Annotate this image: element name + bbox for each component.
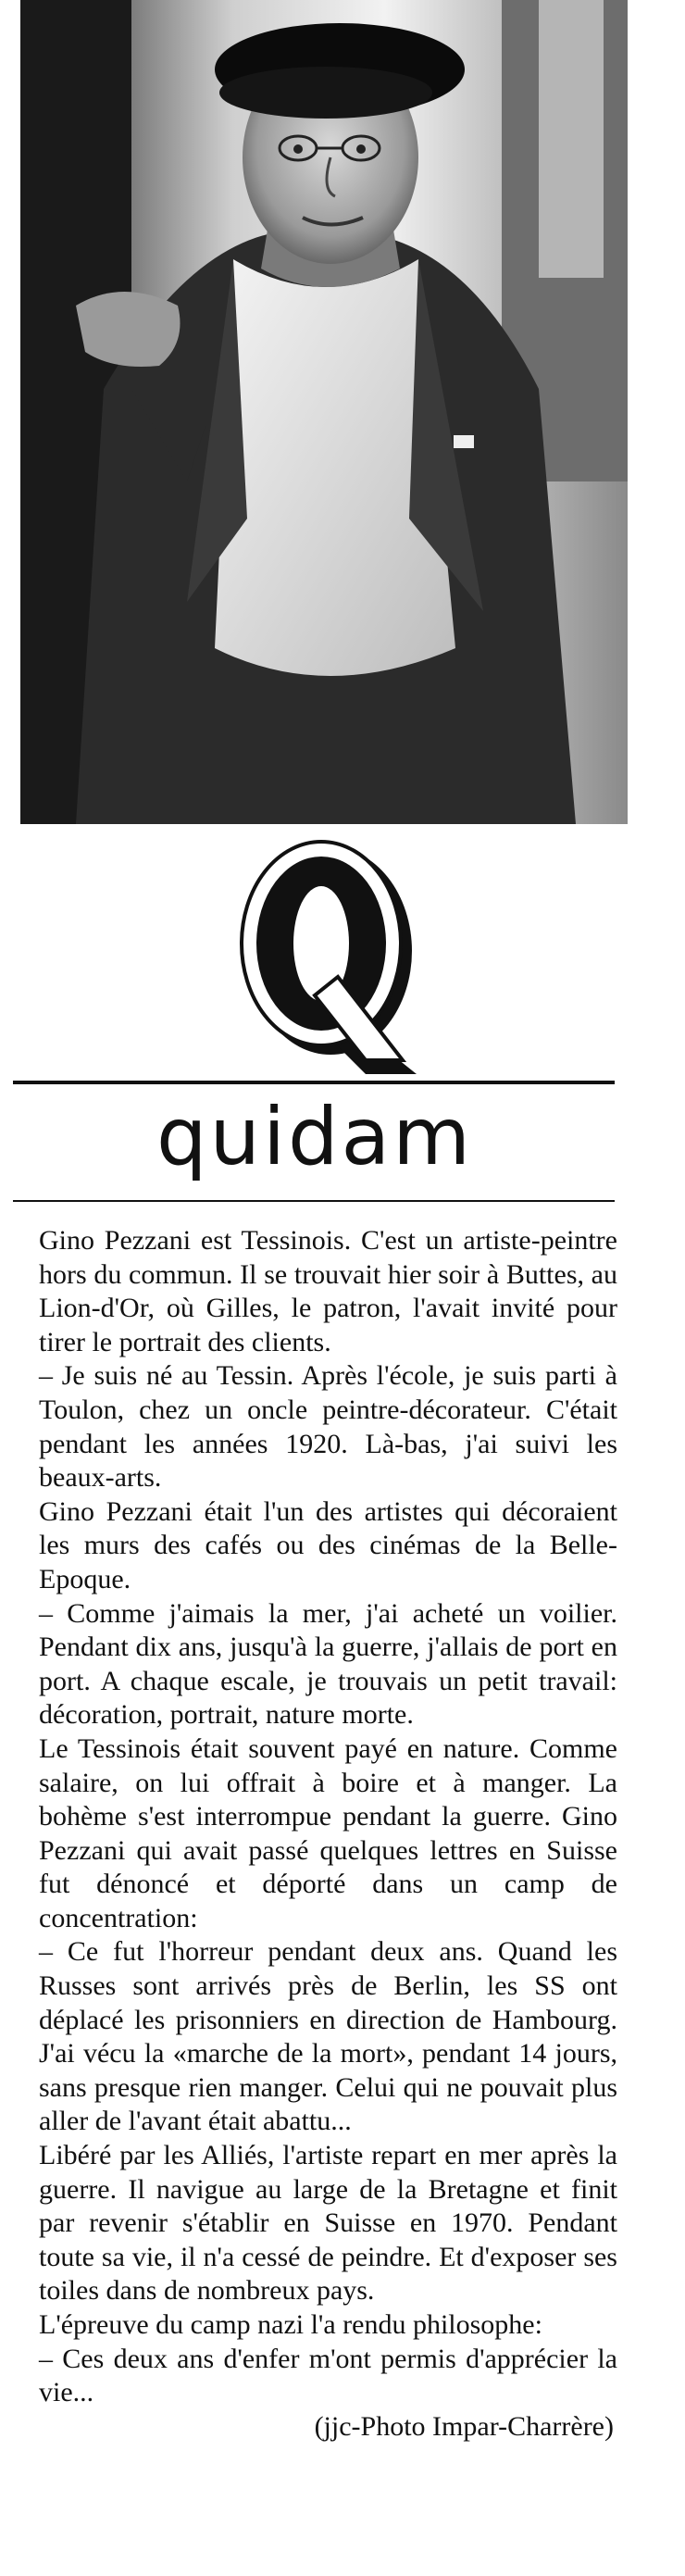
top-rule	[13, 1081, 615, 1084]
portrait-illustration	[20, 0, 628, 824]
article-paragraph: L'épreuve du camp nazi l'a rendu philosophe:	[39, 2309, 542, 2340]
article-body	[39, 1224, 617, 2444]
bottom-rule	[13, 1200, 615, 1202]
q-letter-icon	[227, 838, 421, 1079]
article-paragraph: Libéré par les Alliés, l'artiste repart en mer après la guerre. Il navigue au large de la Bretagne et finit par revenir s'établir en Suisse en 1970. Pendant toute sa vie, il n'a cessé de peindre. Et d'exposer ses toiles dans de nombreux pays.	[39, 2140, 617, 2307]
quidam-logo	[227, 838, 421, 1079]
article-paragraph: Gino Pezzani est Tessinois. C'est un artiste-peintre hors du commun. Il se trouvait hier soir à Buttes, au Lion-d'Or, où Gilles, le patron, l'avait invité pour tirer le portrait des clients.	[39, 1225, 617, 1357]
article-paragraph: Le Tessinois était souvent payé en nature. Comme salaire, on lui offrait à boire et à manger. La bohème s'est interrompue pendant la guerre. Gino Pezzani qui avait passé quelques lettres en Suisse fut dénoncé et déporté dans un camp de concentration:	[39, 1732, 617, 1933]
article-paragraph: Gino Pezzani était l'un des artistes qui décoraient les murs des cafés ou des cinémas de la Belle-Epoque.	[39, 1495, 617, 1594]
article-paragraph: – Ce fut l'horreur pendant deux ans. Quand les Russes sont arrivés près de Berlin, les SS ont déplacé les prisonniers en direction de Hambourg. J'ai vécu la «marche de la mort», pendant 14 jours, sans presque rien manger. Celui qui ne pouvait plus aller de l'avant était abattu...	[39, 1936, 617, 2137]
photo-credit: (jjc-Photo Impar-Charrère)	[314, 2410, 614, 2442]
portrait-photo	[20, 0, 628, 824]
section-title: quidam	[156, 1091, 474, 1183]
article-paragraph: – Je suis né au Tessin. Après l'école, je suis parti à Toulon, chez un oncle peintre-décorateur. C'était pendant les années 1920. Là-bas, j'ai suivi les beaux-arts.	[39, 1360, 617, 1494]
article-paragraph: – Ces deux ans d'enfer m'ont permis d'apprécier la vie...	[39, 2343, 617, 2408]
article-paragraph: – Comme j'aimais la mer, j'ai acheté un voilier. Pendant dix ans, jusqu'à la guerre, j'allais de port en port. A chaque escale, je trouvais un petit travail: décoration, portrait, nature morte.	[39, 1597, 617, 1731]
